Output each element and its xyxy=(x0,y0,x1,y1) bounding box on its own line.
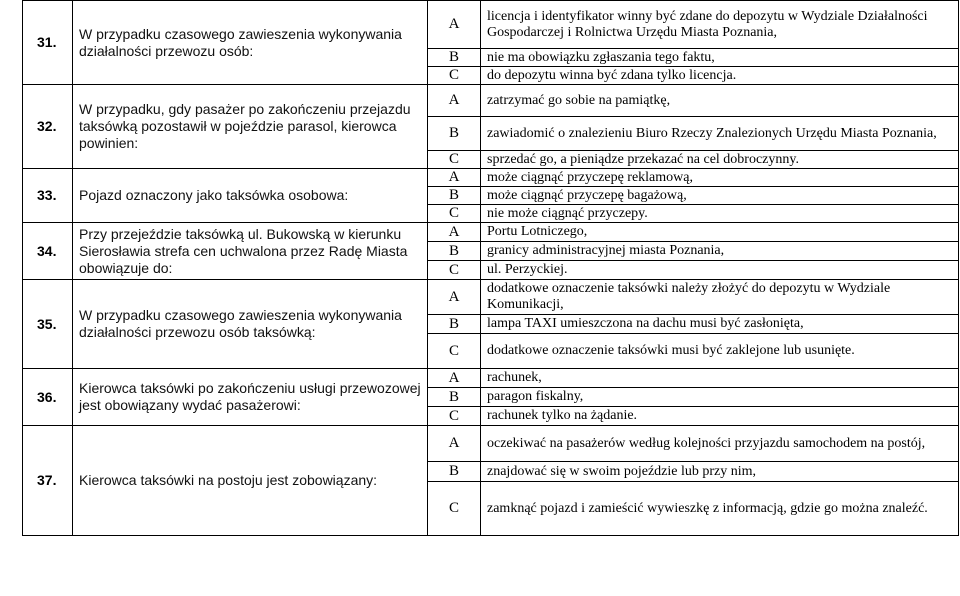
answer-text: może ciągnąć przyczepę reklamową, xyxy=(481,169,959,187)
answer-letter: C xyxy=(428,205,481,223)
question-number: 35. xyxy=(23,280,73,369)
answer-text: nie ma obowiązku zgłaszania tego faktu, xyxy=(481,49,959,67)
answer-letter: A xyxy=(428,280,481,315)
answer-text: zamknąć pojazd i zamieścić wywieszkę z informacją, gdzie go można znaleźć. xyxy=(481,482,959,536)
answer-row xyxy=(23,426,959,462)
answer-text: może ciągnąć przyczepę bagażową, xyxy=(481,187,959,205)
question-number: 34. xyxy=(23,223,73,280)
answer-letter: B xyxy=(428,242,481,261)
question-text: W przypadku czasowego zawieszenia wykonywania działalności przewozu osób taksówką: xyxy=(73,280,428,369)
question-text: Kierowca taksówki na postoju jest zobowiązany: xyxy=(73,426,428,536)
answer-letter: A xyxy=(428,169,481,187)
answer-text: rachunek tylko na żądanie. xyxy=(481,407,959,426)
answer-letter: A xyxy=(428,223,481,242)
answer-row xyxy=(23,169,959,187)
answer-letter: C xyxy=(428,334,481,369)
question-text: W przypadku czasowego zawieszenia wykonywania działalności przewozu osób: xyxy=(73,1,428,85)
answer-letter: C xyxy=(428,261,481,280)
answer-letter: B xyxy=(428,388,481,407)
answer-text: ul. Perzyckiej. xyxy=(481,261,959,280)
answer-text: Portu Lotniczego, xyxy=(481,223,959,242)
answer-row xyxy=(23,223,959,242)
answer-letter: C xyxy=(428,482,481,536)
answer-row xyxy=(23,1,959,49)
answer-row xyxy=(23,85,959,117)
answer-letter: A xyxy=(428,426,481,462)
answer-text: sprzedać go, a pieniądze przekazać na cel dobroczynny. xyxy=(481,151,959,169)
answer-letter: C xyxy=(428,67,481,85)
question-text: Przy przejeździe taksówką ul. Bukowską w kierunku Sierosławia strefa cen uchwalona przez Radę Miasta obowiązuje do: xyxy=(73,223,428,280)
answer-row xyxy=(23,280,959,315)
question-text: W przypadku, gdy pasażer po zakończeniu przejazdu taksówką pozostawił w pojeździe parasol, kierowca powinien: xyxy=(73,85,428,169)
answer-text: znajdować się w swoim pojeździe lub przy nim, xyxy=(481,462,959,482)
answer-letter: B xyxy=(428,462,481,482)
answer-row xyxy=(23,369,959,388)
answer-text: dodatkowe oznaczenie taksówki musi być zaklejone lub usunięte. xyxy=(481,334,959,369)
question-text: Kierowca taksówki po zakończeniu usługi przewozowej jest obowiązany wydać pasażerowi: xyxy=(73,369,428,426)
answer-text: zawiadomić o znalezieniu Biuro Rzeczy Znalezionych Urzędu Miasta Poznania, xyxy=(481,117,959,151)
answer-letter: A xyxy=(428,369,481,388)
answer-letter: A xyxy=(428,1,481,49)
answer-text: zatrzymać go sobie na pamiątkę, xyxy=(481,85,959,117)
answer-letter: B xyxy=(428,49,481,67)
answer-text: rachunek, xyxy=(481,369,959,388)
answer-text: paragon fiskalny, xyxy=(481,388,959,407)
question-number: 37. xyxy=(23,426,73,536)
answer-text: nie może ciągnąć przyczepy. xyxy=(481,205,959,223)
answer-letter: B xyxy=(428,315,481,334)
answer-text: dodatkowe oznaczenie taksówki należy złożyć do depozytu w Wydziale Komunikacji, xyxy=(481,280,959,315)
answer-text: lampa TAXI umieszczona na dachu musi być zasłonięta, xyxy=(481,315,959,334)
question-number: 36. xyxy=(23,369,73,426)
answer-text: granicy administracyjnej miasta Poznania, xyxy=(481,242,959,261)
question-number: 32. xyxy=(23,85,73,169)
question-number: 33. xyxy=(23,169,73,223)
question-number: 31. xyxy=(23,1,73,85)
answer-text: licencja i identyfikator winny być zdane do depozytu w Wydziale Działalności Gospodarczej i Rolnictwa Urzędu Miasta Poznania, xyxy=(481,1,959,49)
answer-letter: B xyxy=(428,117,481,151)
answer-letter: B xyxy=(428,187,481,205)
answer-text: oczekiwać na pasażerów według kolejności przyjazdu samochodem na postój, xyxy=(481,426,959,462)
exam-question-table xyxy=(22,0,959,536)
answer-letter: C xyxy=(428,151,481,169)
answer-text: do depozytu winna być zdana tylko licencja. xyxy=(481,67,959,85)
answer-letter: A xyxy=(428,85,481,117)
question-text: Pojazd oznaczony jako taksówka osobowa: xyxy=(73,169,428,223)
answer-letter: C xyxy=(428,407,481,426)
